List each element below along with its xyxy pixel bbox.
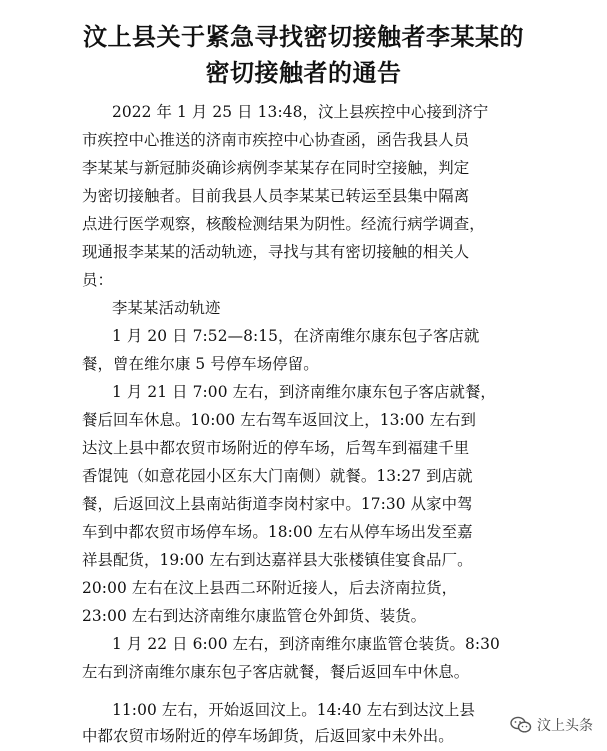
watermark-text: 汶上头条: [537, 718, 593, 734]
body-line: 2022 年 1 月 25 日 13:48，汶上县疾控中心接到济宁: [112, 103, 489, 121]
body-line: 1 月 20 日 7:52—8:15，在济南维尔康东包子客店就: [112, 327, 480, 345]
body-line: 车到中都农贸市场停车场。18:00 左右从停车场出发至嘉: [82, 523, 473, 541]
body-line: 中都农贸市场附近的停车场卸货，后返回家中未外出。: [82, 727, 454, 745]
body-line: 现通报李某某的活动轨迹，寻找与其有密切接触的相关人: [82, 243, 470, 261]
body-line: 1 月 21 日 7:00 左右，到济南维尔康东包子客店就餐，: [112, 383, 496, 401]
body-line: 餐，曾在维尔康 5 号停车场停留。: [82, 355, 319, 373]
body-line: 餐后回车休息。10:00 左右驾车返回汶上，13:00 左右到: [82, 411, 477, 429]
body-line: 市疾控中心推送的济南市疾控中心协查函，函告我县人员: [82, 131, 470, 149]
body-line: 20:00 左右在汶上县西二环附近接人，后去济南拉货，: [82, 579, 458, 597]
body-line: 香馄饨（如意花园小区东大门南侧）就餐。13:27 到店就: [82, 467, 473, 485]
notice-title-line-2: 密切接触者的通告: [205, 58, 402, 87]
notice-title-line-1: 汶上县关于紧急寻找密切接触者李某某的: [83, 22, 524, 51]
body-line: 餐，后返回汶上县南站街道李岗村家中。17:30 从家中驾: [82, 495, 473, 513]
body-line: 达汶上县中都农贸市场附近的停车场，后驾车到福建千里: [82, 439, 470, 457]
wechat-icon: [510, 716, 532, 734]
section-heading: 李某某活动轨迹: [112, 299, 221, 317]
body-line: 员：: [82, 271, 113, 289]
body-line: 23:00 左右到达济南维尔康监管仓外卸货、装货。: [82, 607, 427, 625]
watermark: [510, 715, 593, 735]
body-line: 1 月 22 日 6:00 左右，到济南维尔康监管仓装货。8:30: [112, 635, 500, 653]
body-line: 点进行医学观察，核酸检测结果为阴性。经流行病学调查，: [82, 215, 485, 233]
body-line: 左右到济南维尔康东包子客店就餐，餐后返回车中休息。: [82, 663, 470, 681]
body-line: 11:00 左右，开始返回汶上。14:40 左右到达汶上县: [112, 701, 476, 719]
body-line: 为密切接触者。目前我县人员李某某已转运至县集中隔离: [82, 187, 470, 205]
body-line: 李某某与新冠肺炎确诊病例李某某存在同时空接触，判定: [82, 159, 470, 177]
body-line: 祥县配货，19:00 左右到达嘉祥县大张楼镇佳宴食品厂。: [82, 551, 473, 569]
